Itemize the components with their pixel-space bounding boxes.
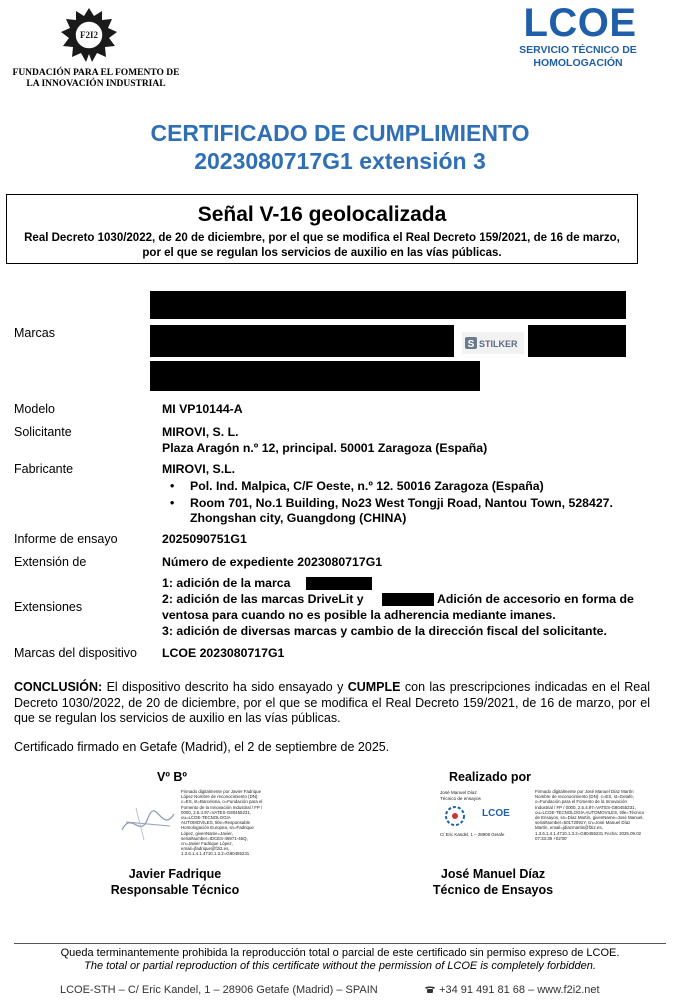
footer-address: LCOE-STH – C/ Eric Kandel, 1 – 28906 Getafe (Madrid) – SPAIN (60, 984, 378, 996)
lcoe-logo: LCOE (523, 1, 637, 45)
digital-signature-text-left: Firmado digitalmente por Javier Fadrique López Nombre de reconocimiento (DN): c=ES, st=Barcelona, o=Fundación para el Fomento de la Innovación Industrial / FP / 0000, 2.5.4.97=VATES-G80455231, ou=LCOE-TECNOLOGIA AUTOMOVILES, title=Responsable Homologación Europea, sn=Fadrique López, givenName=Javier, serialNumber=IDCES-46971-46Q, cn=Javier Fadrique López, email=jfadrique@f2i2.es, 1.3.6.1.4.1.4710.1.3.2=G80455231 (181, 789, 263, 857)
signer-right-role: Técnico de Ensayos (432, 883, 554, 897)
conclusion-cumple: CUMPLE (347, 680, 401, 694)
foundation-name-line1: FUNDACIÓN PARA EL FOMENTO DE (12, 68, 180, 78)
lcoe-subtitle (498, 44, 658, 70)
extension-de-label: Extensión de (14, 555, 87, 569)
svg-text:S: S (467, 339, 475, 350)
signed-place-date: Certificado firmado en Getafe (Madrid), el 2 de septiembre de 2025. (14, 740, 390, 754)
extension-item-2-a: 2: adición de las marcas DriveLit y (162, 592, 364, 606)
footer-notice-es: Queda terminantemente prohibida la reproducción total o parcial de este certificado sin permiso expreso de LCOE. (60, 947, 620, 959)
marcas-label: Marcas (14, 326, 55, 340)
fabricante-address-2: Room 701, No.1 Building, No23 West Tongji Road, Nantou Town, 528427. Zhongshan city, Guangdong (CHINA) (190, 496, 613, 525)
extensiones-label: Extensiones (14, 600, 83, 614)
lcoe-subtitle-line1: SERVICIO TÉCNICO DE (519, 44, 637, 56)
signer-right-name: José Manuel Díaz (440, 867, 546, 881)
extension-de-value: Número de expediente 2023080717G1 (162, 555, 383, 569)
marcas-dispositivo-label: Marcas del dispositivo (14, 646, 137, 660)
redacted-block (382, 593, 434, 606)
solicitante-label: Solicitante (14, 425, 72, 439)
conclusion-text-a: El dispositivo descrito ha sido ensayado y (102, 680, 348, 694)
redacted-block (150, 325, 454, 357)
extension-item-3: 3: adición de diversas marcas y cambio de la dirección fiscal del solicitante. (162, 624, 607, 638)
f2i2-logo-text: F2I2 (80, 30, 98, 40)
signer-left-name: Javier Fadrique (128, 867, 222, 881)
product-name: Señal V-16 geolocalizada (197, 203, 447, 226)
stamp-line1: José Manuel Díaz (440, 790, 477, 795)
stamp-lcoe-logo: LCOE (482, 808, 510, 819)
modelo-label: Modelo (14, 402, 55, 416)
product-regulation: Real Decreto 1030/2022, de 20 de diciembre, por el que se modifica el Real Decreto 159/2021, de 16 de marzo, por el que se regulan los servicios de auxilio en las vías públicas. (24, 232, 620, 259)
fabricante-name: MIROVI, S.L. (162, 462, 236, 476)
conclusion-prefix: CONCLUSIÓN: (14, 680, 103, 694)
footer-notice-en: The total or partial reproduction of this certificate without the permission of LCOE is completely forbidden. (84, 960, 596, 972)
redacted-block (150, 291, 626, 319)
phone-icon (424, 985, 436, 994)
product-box (6, 194, 638, 264)
solicitante-address: Plaza Aragón n.º 12, principal. 50001 Zaragoza (España) (162, 441, 488, 455)
conclusion-text-b: con las prescripciones indicadas en el Real Decreto 1030/2022, de 20 de diciembre, por el que se modifica el Real Decreto 159/2021, de 16 de marzo, por el que se regulan los servicios de auxilio en las vías públicas. (14, 680, 650, 725)
conclusion-paragraph (14, 680, 650, 727)
footer-divider (14, 943, 666, 944)
signer-right (388, 866, 598, 898)
marcas-dispositivo-value: LCOE 2023080717G1 (162, 646, 285, 660)
signer-left-role: Responsable Técnico (110, 883, 240, 897)
f2i2-mini-logo-icon (442, 804, 468, 828)
certificate-number: 2023080717G1 extensión 3 (194, 148, 486, 174)
stamp-footer: C/ Eric Kandel, 1 – 28906 Getafe (440, 832, 505, 837)
foundation-name (10, 68, 182, 90)
bullet-icon: • (170, 496, 175, 510)
certificate-title: CERTIFICADO DE CUMPLIMIENTO (150, 120, 530, 146)
bullet-icon: • (170, 479, 175, 493)
redacted-block (528, 325, 626, 357)
redacted-block (150, 361, 480, 391)
extension-item-2-b: Adición de accesorio en forma de (437, 592, 634, 606)
modelo-value: MI VP10144-A (162, 402, 243, 416)
fabricante-address-1: Pol. Ind. Malpica, C/F Oeste, n.º 12. 50016 Zaragoza (España) (190, 479, 544, 493)
signer-left (70, 866, 280, 898)
f2i2-logo (58, 6, 120, 64)
vobo-heading: Vº Bº (157, 770, 187, 784)
lcoe-stamp (440, 790, 532, 852)
extension-item-2-c: ventosa para cuando no es posible la adherencia mediante imanes. (162, 608, 556, 622)
footer-phone-web: +34 91 491 81 68 – www.f2i2.net (439, 984, 600, 996)
solicitante-name: MIROVI, S. L. (162, 425, 239, 439)
fabricante-label: Fabricante (14, 462, 74, 476)
extension-item-1: 1: adición de la marca (162, 576, 291, 590)
digital-signature-text-right: Firmado digitalmente por José Manuel Díaz Martín Nombre de reconocimiento (DN): c=ES, st=Getafe, o=Fundación para el Fomento de la Innovación Industrial / FP / 0000, 2.5.4.97=VATES-G80455231, ou=LCOE-TECNOLOGÍA AUTOMOVILES, title=Técnico de Ensayos, sn=Díaz Martín, givenName=José Manuel, serialNumber=50172091Y, cn=José Manuel Díaz Martín, email=jdiazmartin@f2i2.es, 1.3.6.1.4.1.4710.1.3.2=G80455231 Fecha: 2025.09.02 07:33:39 +02'00' (535, 789, 645, 841)
signature-scribble-left (118, 800, 178, 846)
footer-contact (424, 984, 600, 996)
realizado-heading: Realizado por (449, 770, 531, 784)
redacted-block (306, 577, 372, 590)
stamp-line2: Técnico de ensayos (440, 796, 481, 801)
stilker-logo-text: STILKER (479, 339, 518, 349)
informe-value: 2025090751G1 (162, 532, 247, 546)
informe-label: Informe de ensayo (14, 532, 118, 546)
stilker-logo (462, 332, 524, 354)
foundation-name-line2: LA INNOVACIÓN INDUSTRIAL (26, 79, 166, 89)
lcoe-subtitle-line2: HOMOLOGACIÓN (533, 57, 623, 69)
